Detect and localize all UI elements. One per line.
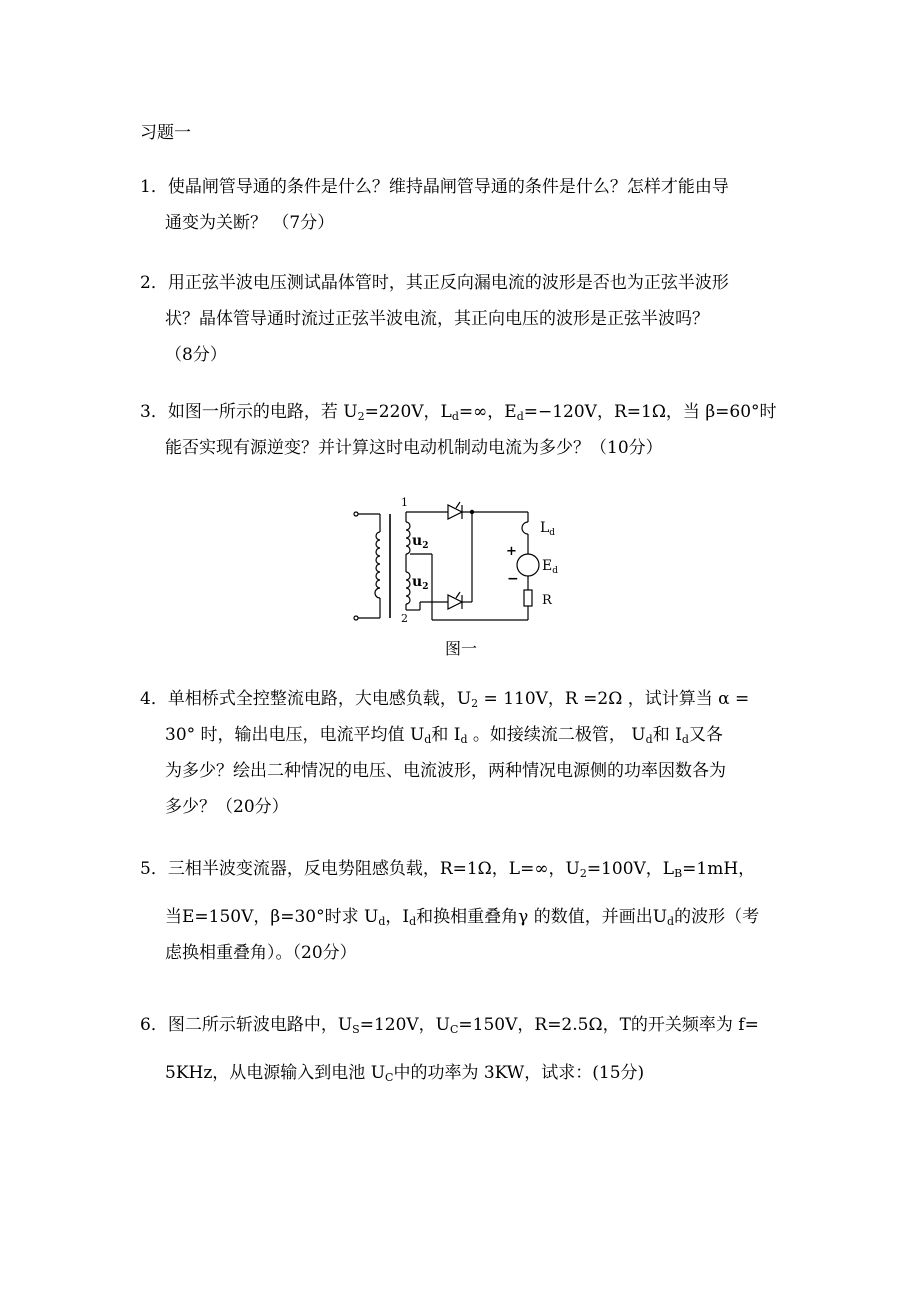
page-title: 习题一: [140, 123, 191, 143]
question-number: 4．: [140, 689, 168, 709]
question-4-line-3: 为多少？绘出二种情况的电压、电流波形，两种情况电源侧的功率因数各为: [165, 761, 726, 781]
thyristor-top: [448, 505, 462, 519]
primary-coil: [375, 532, 380, 598]
label-ed: $E_d$: [542, 558, 558, 576]
question-1-line-1: 1．使晶闸管导通的条件是什么？维持晶闸管导通的条件是什么？怎样才能由导: [140, 177, 729, 197]
question-number: 5．: [140, 859, 168, 879]
question-2-line-3: （8分）: [165, 345, 227, 365]
secondary-coil-top: [406, 522, 410, 554]
question-1-line-2: 通变为关断？ （7分）: [165, 213, 335, 233]
label-r: R: [542, 593, 552, 608]
question-5: [140, 858, 790, 964]
question-4-line-2: 30° 时，输出电压，电流平均值 $U_d$和 $I_d$ 。如接续流二极管， $U_d$和 $I_d$又各: [165, 725, 723, 746]
question-number: 6．: [140, 1015, 168, 1035]
question-6-line-2: 5KHz，从电源输入到电池 $U_C$中的功率为 3KW，试求：(15分): [165, 1063, 645, 1084]
question-4: [140, 688, 790, 818]
question-2-line-2: 状？晶体管导通时流过正弦半波电流，其正向电压的波形是正弦半波吗？: [165, 309, 709, 329]
label-u2-top: $u_2$: [412, 533, 429, 551]
resistor-r: [524, 590, 532, 606]
thyristor-bottom: [448, 595, 462, 609]
question-6-line-1: 6．图二所示斩波电路中，$U_S=120V$，$U_C=150V$，R=2.5Ω，T的开关频率为 f=: [140, 1015, 759, 1036]
motor-ed: [517, 554, 539, 576]
question-number: 2．: [140, 273, 168, 293]
figure-1-caption: 图一: [445, 639, 478, 658]
question-number: 1．: [140, 177, 168, 197]
question-5-line-2: 当E=150V，β=30°时求 $U_d$，$I_d$和换相重叠角γ 的数值，并画出$U_d$的波形（考: [165, 907, 760, 928]
circuit-diagram-figure-1: [350, 492, 580, 627]
question-5-line-1: 5．三相半波变流器，反电势阻感负载，R=1Ω，L=∞，$U_2=100V$，$L_B=1mH$，: [140, 859, 756, 880]
question-1: [140, 176, 790, 234]
label-u2-bottom: $u_2$: [412, 574, 429, 592]
terminal-bottom: [354, 616, 358, 620]
question-6: [140, 1014, 790, 1084]
question-4-line-1: 4．单相桥式全控整流电路，大电感负载，$U_2 = 110V$，R =2Ω ，试计算当 α =: [140, 689, 750, 710]
node-label-1: 1: [401, 496, 408, 509]
label-plus: +: [506, 544, 517, 559]
label-ld: $L_d$: [540, 520, 556, 538]
question-3-line-2: 能否实现有源逆变？并计算这时电动机制动电流为多少？（10分）: [165, 438, 663, 458]
question-3-line-1: 3．如图一所示的电路，若 $U_2=220V$，$L_d=\infty$，$E_d=-120V$，R=1Ω，当 β=60°时: [140, 402, 777, 423]
question-number: 3．: [140, 402, 168, 422]
secondary-coil-bottom: [406, 572, 410, 604]
question-4-line-4: 多少？（20分）: [165, 797, 289, 817]
node-label-2: 2: [401, 612, 408, 625]
question-2-line-1: 2．用正弦半波电压测试晶体管时，其正反向漏电流的波形是否也为正弦半波形: [140, 273, 729, 293]
question-2: [140, 272, 790, 366]
question-3: [140, 401, 790, 459]
label-minus: −: [507, 571, 519, 587]
question-5-line-3: 虑换相重叠角）。（20分）: [165, 943, 357, 963]
terminal-top: [354, 512, 358, 516]
inductor-ld: [522, 522, 528, 534]
